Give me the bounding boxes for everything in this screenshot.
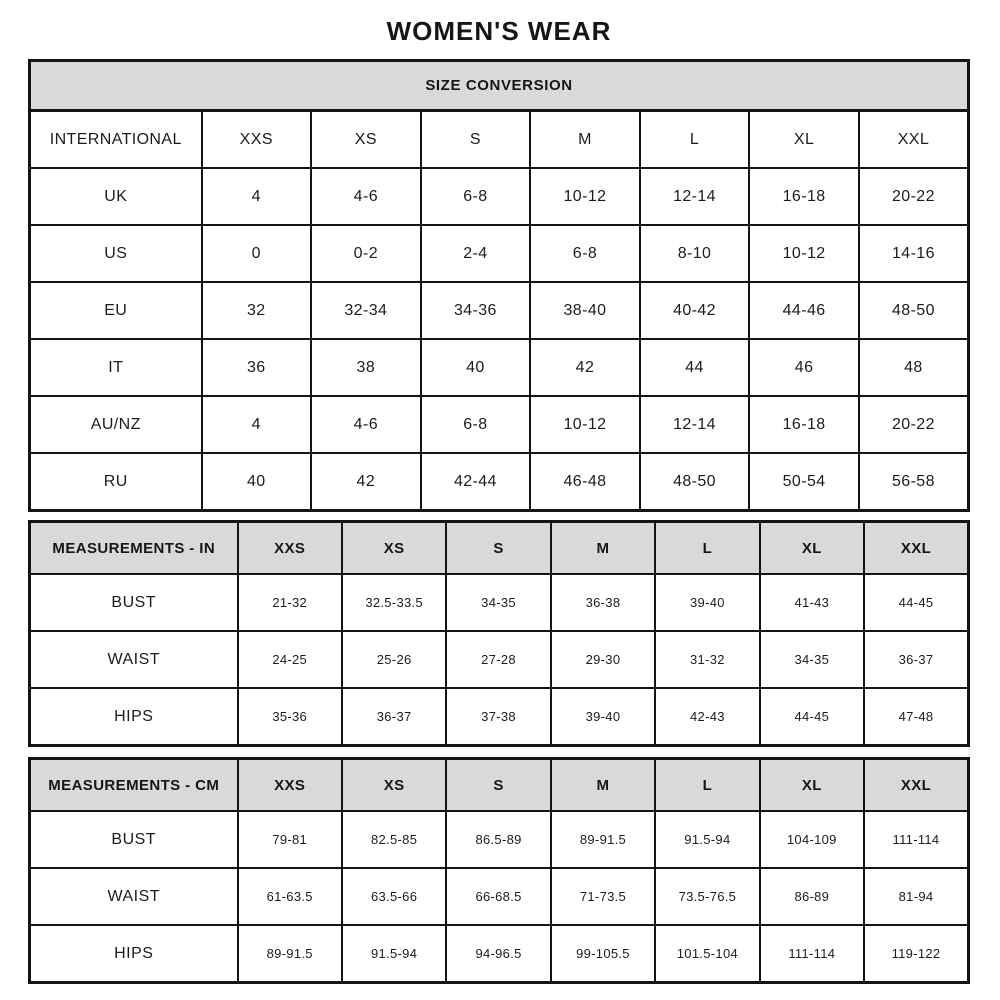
value-cell: 48-50 [859, 282, 969, 339]
value-cell: 38-40 [530, 282, 640, 339]
size-header-cell: XS [311, 111, 421, 169]
measurements-in-table [28, 520, 970, 747]
value-cell: 6-8 [421, 168, 531, 225]
value-cell: 14-16 [859, 225, 969, 282]
value-cell: 6-8 [530, 225, 640, 282]
value-cell: 6-8 [421, 396, 531, 453]
size-header-cell: S [446, 522, 550, 575]
table-row [30, 574, 969, 631]
value-cell: 42-43 [655, 688, 759, 746]
value-cell: 44-45 [864, 574, 968, 631]
row-label-cell: EU [30, 282, 202, 339]
value-cell: 99-105.5 [551, 925, 655, 983]
size-header-cell: M [551, 759, 655, 812]
value-cell: 48-50 [640, 453, 750, 511]
value-cell: 8-10 [640, 225, 750, 282]
value-cell: 101.5-104 [655, 925, 759, 983]
value-cell: 42 [311, 453, 421, 511]
value-cell: 86.5-89 [446, 811, 550, 868]
measurements-cm-table [28, 757, 970, 984]
size-header-cell: S [421, 111, 531, 169]
value-cell: 10-12 [749, 225, 859, 282]
value-cell: 32.5-33.5 [342, 574, 446, 631]
value-cell: 89-91.5 [551, 811, 655, 868]
row-label-cell: BUST [30, 811, 238, 868]
table-row [30, 225, 969, 282]
value-cell: 36 [202, 339, 312, 396]
value-cell: 12-14 [640, 168, 750, 225]
value-cell: 39-40 [655, 574, 759, 631]
size-header-cell: XL [749, 111, 859, 169]
page-title: WOMEN'S WEAR [386, 16, 612, 46]
value-cell: 104-109 [760, 811, 864, 868]
table-row [30, 453, 969, 511]
value-cell: 34-35 [446, 574, 550, 631]
row-label-cell: BUST [30, 574, 238, 631]
value-cell: 50-54 [749, 453, 859, 511]
value-cell: 4 [202, 396, 312, 453]
value-cell: 21-32 [238, 574, 342, 631]
size-conversion-table [28, 59, 970, 512]
table-row [30, 688, 969, 746]
value-cell: 36-37 [864, 631, 968, 688]
size-header-cell: XL [760, 759, 864, 812]
value-cell: 86-89 [760, 868, 864, 925]
size-header-cell: XL [760, 522, 864, 575]
value-cell: 63.5-66 [342, 868, 446, 925]
value-cell: 10-12 [530, 396, 640, 453]
value-cell: 39-40 [551, 688, 655, 746]
value-cell: 4 [202, 168, 312, 225]
value-cell: 24-25 [238, 631, 342, 688]
size-header-cell: L [655, 759, 759, 812]
header-row [30, 111, 969, 169]
value-cell: 31-32 [655, 631, 759, 688]
value-cell: 119-122 [864, 925, 968, 983]
value-cell: 44 [640, 339, 750, 396]
value-cell: 25-26 [342, 631, 446, 688]
value-cell: 12-14 [640, 396, 750, 453]
row-label-cell: RU [30, 453, 202, 511]
value-cell: 82.5-85 [342, 811, 446, 868]
value-cell: 29-30 [551, 631, 655, 688]
value-cell: 42 [530, 339, 640, 396]
value-cell: 4-6 [311, 396, 421, 453]
value-cell: 16-18 [749, 168, 859, 225]
value-cell: 111-114 [864, 811, 968, 868]
size-header-cell: XS [342, 759, 446, 812]
value-cell: 94-96.5 [446, 925, 550, 983]
size-header-cell: M [530, 111, 640, 169]
value-cell: 91.5-94 [342, 925, 446, 983]
value-cell: 61-63.5 [238, 868, 342, 925]
size-header-cell: M [551, 522, 655, 575]
table-row [30, 925, 969, 983]
table-row [30, 168, 969, 225]
header-label-cell: INTERNATIONAL [30, 111, 202, 169]
value-cell: 42-44 [421, 453, 531, 511]
value-cell: 111-114 [760, 925, 864, 983]
header-row [30, 522, 969, 575]
table-gap [28, 512, 970, 520]
size-header-cell: L [640, 111, 750, 169]
value-cell: 44-45 [760, 688, 864, 746]
value-cell: 48 [859, 339, 969, 396]
value-cell: 20-22 [859, 168, 969, 225]
value-cell: 0-2 [311, 225, 421, 282]
value-cell: 41-43 [760, 574, 864, 631]
size-header-cell: XXL [859, 111, 969, 169]
value-cell: 56-58 [859, 453, 969, 511]
row-label-cell: HIPS [30, 925, 238, 983]
table-row [30, 339, 969, 396]
measurements-cm-body [30, 759, 969, 983]
value-cell: 73.5-76.5 [655, 868, 759, 925]
row-label-cell: US [30, 225, 202, 282]
size-conversion-caption: SIZE CONVERSION [28, 59, 970, 109]
value-cell: 4-6 [311, 168, 421, 225]
value-cell: 66-68.5 [446, 868, 550, 925]
value-cell: 0 [202, 225, 312, 282]
value-cell: 37-38 [446, 688, 550, 746]
value-cell: 10-12 [530, 168, 640, 225]
row-label-cell: UK [30, 168, 202, 225]
header-label-cell: MEASUREMENTS - CM [30, 759, 238, 812]
value-cell: 44-46 [749, 282, 859, 339]
value-cell: 46-48 [530, 453, 640, 511]
size-header-cell: L [655, 522, 759, 575]
table-row [30, 868, 969, 925]
value-cell: 32 [202, 282, 312, 339]
row-label-cell: HIPS [30, 688, 238, 746]
row-label-cell: IT [30, 339, 202, 396]
size-header-cell: XXL [864, 522, 968, 575]
table-row [30, 282, 969, 339]
value-cell: 16-18 [749, 396, 859, 453]
value-cell: 40 [421, 339, 531, 396]
size-header-cell: XS [342, 522, 446, 575]
value-cell: 40 [202, 453, 312, 511]
value-cell: 35-36 [238, 688, 342, 746]
value-cell: 71-73.5 [551, 868, 655, 925]
value-cell: 34-35 [760, 631, 864, 688]
table-gap [28, 747, 970, 757]
row-label-cell: WAIST [30, 631, 238, 688]
table-row [30, 631, 969, 688]
value-cell: 2-4 [421, 225, 531, 282]
table-row [30, 811, 969, 868]
value-cell: 79-81 [238, 811, 342, 868]
size-conversion-body [30, 111, 969, 511]
value-cell: 20-22 [859, 396, 969, 453]
size-header-cell: XXS [202, 111, 312, 169]
value-cell: 46 [749, 339, 859, 396]
value-cell: 34-36 [421, 282, 531, 339]
value-cell: 91.5-94 [655, 811, 759, 868]
size-header-cell: XXL [864, 759, 968, 812]
table-row [30, 396, 969, 453]
value-cell: 32-34 [311, 282, 421, 339]
value-cell: 36-37 [342, 688, 446, 746]
header-row [30, 759, 969, 812]
measurements-in-body [30, 522, 969, 746]
size-header-cell: XXS [238, 522, 342, 575]
row-label-cell: WAIST [30, 868, 238, 925]
value-cell: 36-38 [551, 574, 655, 631]
value-cell: 81-94 [864, 868, 968, 925]
size-header-cell: S [446, 759, 550, 812]
header-label-cell: MEASUREMENTS - IN [30, 522, 238, 575]
row-label-cell: AU/NZ [30, 396, 202, 453]
value-cell: 47-48 [864, 688, 968, 746]
value-cell: 89-91.5 [238, 925, 342, 983]
value-cell: 40-42 [640, 282, 750, 339]
size-header-cell: XXS [238, 759, 342, 812]
value-cell: 27-28 [446, 631, 550, 688]
value-cell: 38 [311, 339, 421, 396]
